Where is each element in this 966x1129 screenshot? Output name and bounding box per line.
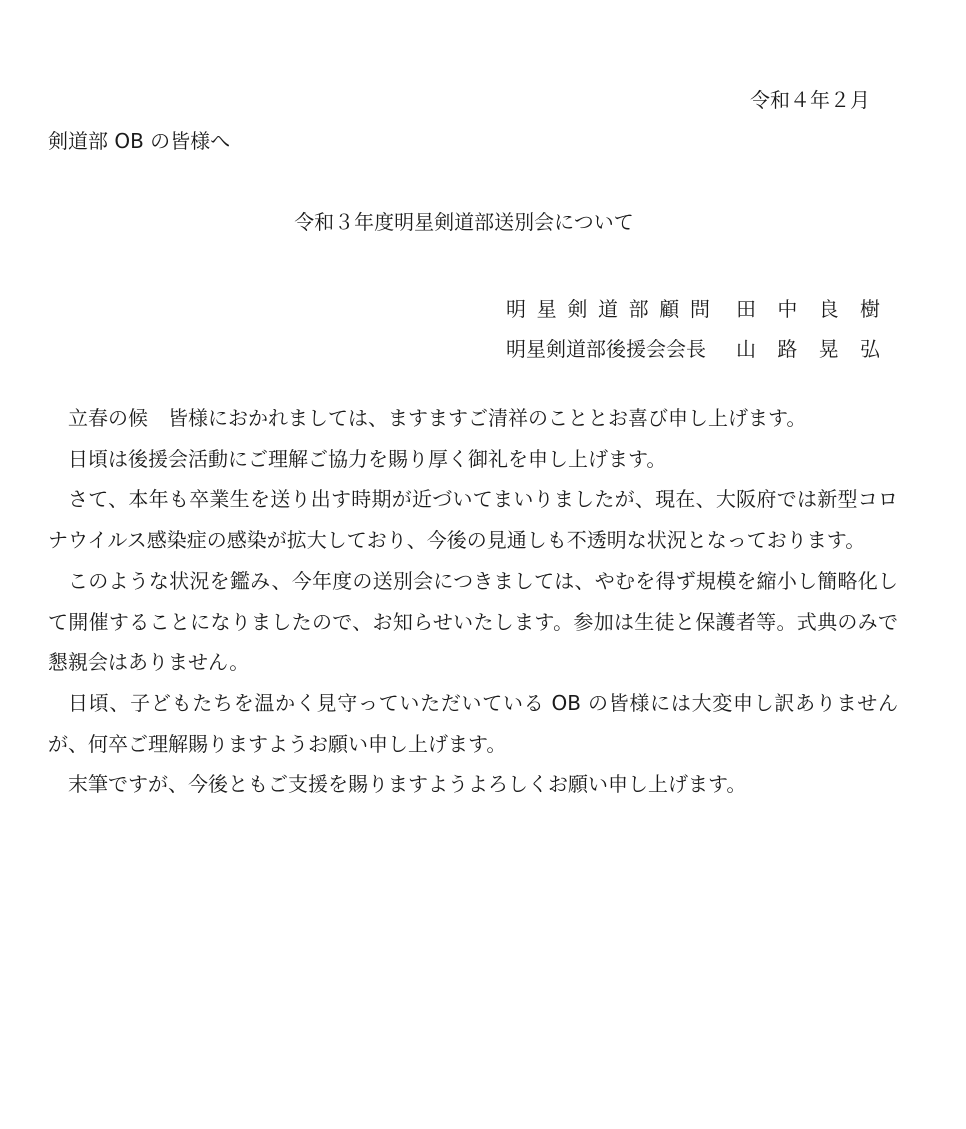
letter-date: 令和４年２月 bbox=[750, 88, 870, 112]
signature-char: 部 bbox=[628, 296, 649, 321]
letter-body bbox=[48, 398, 898, 805]
signature-char: 明 bbox=[506, 296, 526, 321]
signer-role bbox=[506, 293, 710, 322]
signer-advisor bbox=[506, 287, 880, 327]
signature-char: 弘 bbox=[859, 336, 880, 361]
signature-char: 道 bbox=[597, 296, 618, 321]
signers-block bbox=[506, 287, 880, 367]
signature-char: 晃 bbox=[818, 336, 839, 361]
body-paragraph: さて、本年も卒業生を送り出す時期が近づいてまいりましたが、現在、大阪府では新型コロナウイルス感染症の感染が拡大しており、今後の見通しも不透明な状況となっております。 bbox=[48, 487, 898, 553]
signature-char: 顧 bbox=[659, 296, 680, 321]
signer-name bbox=[736, 333, 880, 362]
addressee: 剣道部 OB の皆様へ bbox=[48, 129, 231, 153]
body-paragraph: 日頃は後援会活動にご理解ご協力を賜り厚く御礼を申し上げます。 bbox=[68, 446, 667, 471]
signature-char: 良 bbox=[818, 296, 839, 321]
signature-char: 問 bbox=[689, 296, 710, 321]
signer-name bbox=[736, 293, 880, 322]
body-paragraph: 日頃、子どもたちを温かく見守っていただいている OB の皆様には大変申し訳ありませんが、何卒ご理解賜りますようお願い申し上げます。 bbox=[48, 690, 898, 756]
signature-char: 剣 bbox=[567, 296, 588, 321]
signature-char: 中 bbox=[777, 296, 798, 321]
signer-role: 明星剣道部後援会会長 bbox=[506, 336, 706, 361]
body-paragraph: 立春の候 皆様におかれましては、ますますご清祥のこととお喜び申し上げます。 bbox=[68, 406, 807, 430]
body-paragraph: 末筆ですが、今後ともご支援を賜りますようよろしくお願い申し上げます。 bbox=[68, 772, 747, 797]
signature-char: 田 bbox=[736, 296, 756, 321]
letter-title: 令和３年度明星剣道部送別会について bbox=[294, 210, 634, 234]
signature-char: 星 bbox=[536, 296, 557, 321]
signature-char: 樹 bbox=[859, 296, 880, 321]
signature-char: 路 bbox=[777, 336, 798, 361]
body-paragraph: このような状況を鑑み、今年度の送別会につきましては、やむを得ず規模を縮小し簡略化して開催することになりましたので、お知らせいたします。参加は生徒と保護者等。式典のみで懇親会はありません。 bbox=[48, 568, 898, 675]
signer-supporters-chair bbox=[506, 327, 880, 367]
signature-char: 山 bbox=[736, 336, 756, 361]
